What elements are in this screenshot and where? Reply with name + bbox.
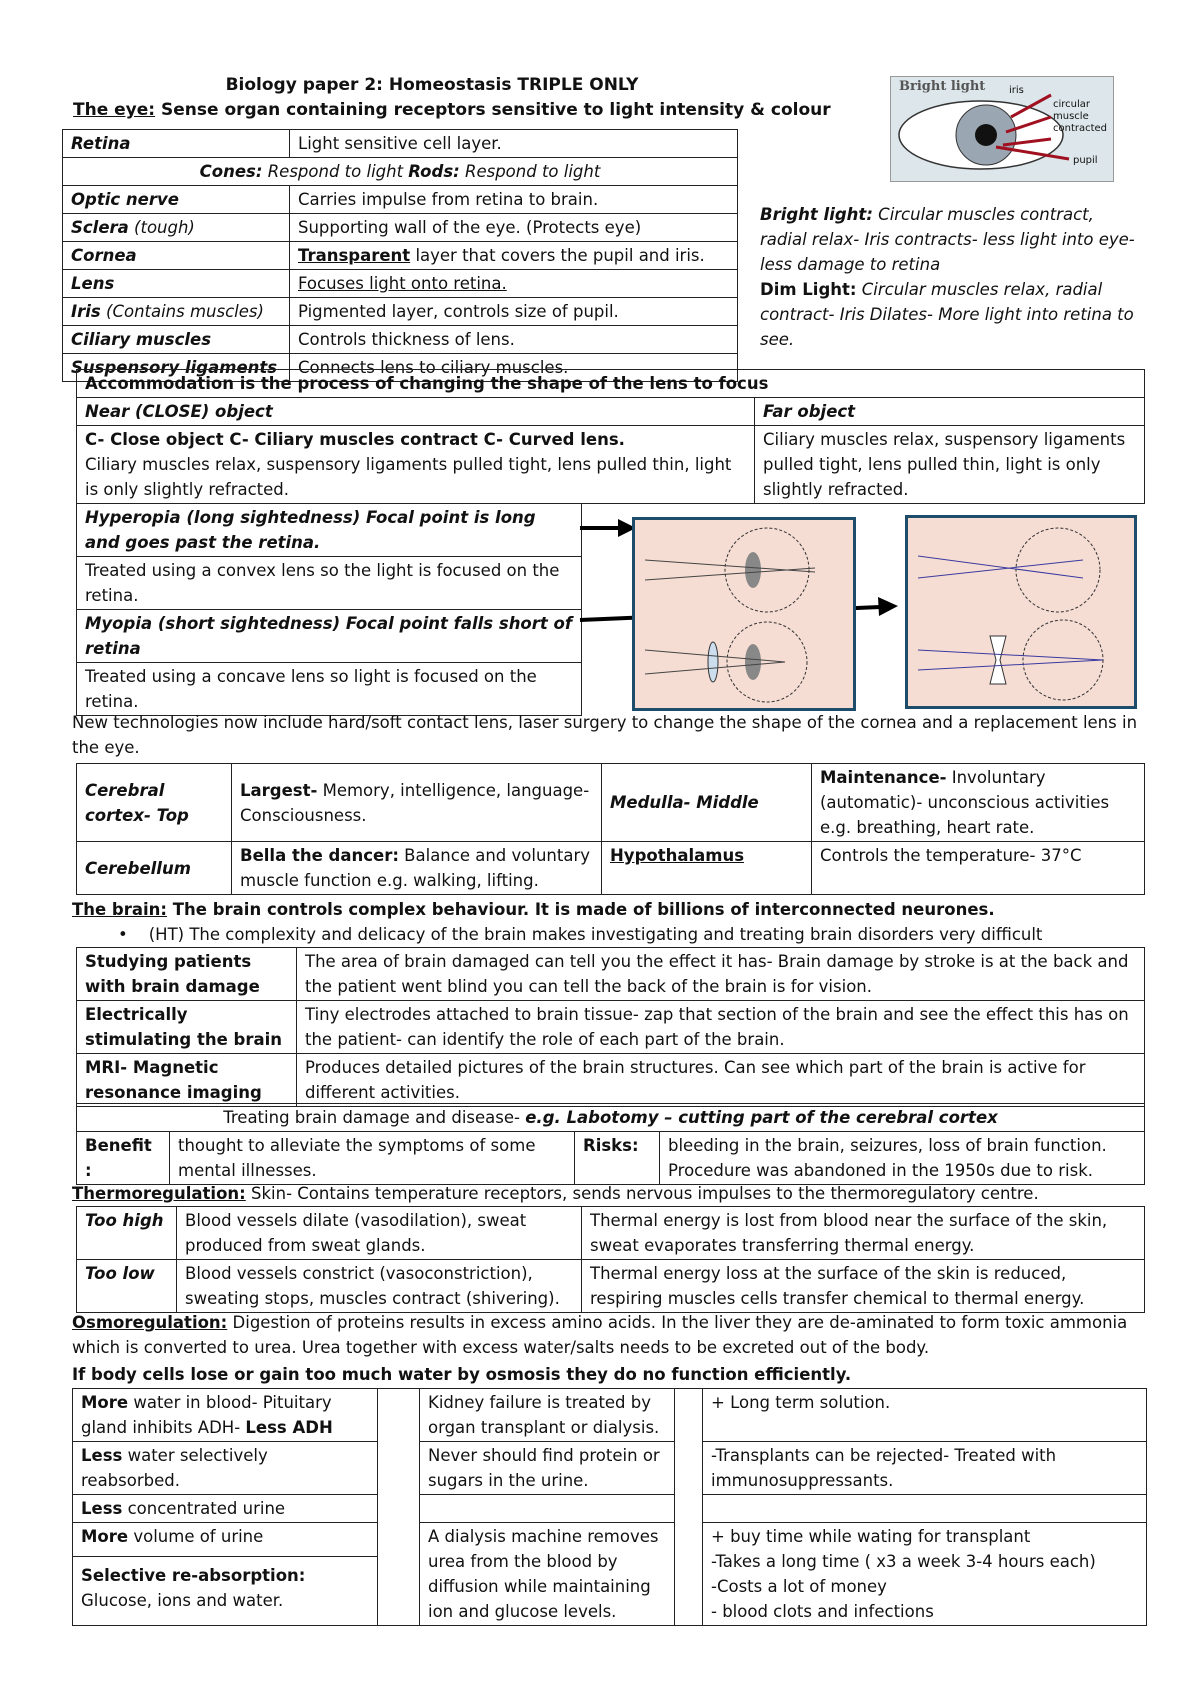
kidney-text: water in blood- Pituitary gland inhibits ADH- xyxy=(81,1393,332,1437)
brain-heading-label: The brain: xyxy=(72,900,168,919)
kidney-cell xyxy=(703,1523,1147,1626)
kidney-cell xyxy=(703,1495,1147,1523)
near-bold: C- Close object C- Ciliary muscles contract C- Curved lens. xyxy=(85,430,625,449)
table-row xyxy=(63,158,738,186)
table-row xyxy=(63,130,738,158)
table-row xyxy=(63,242,738,270)
osmo-paragraph xyxy=(72,1310,1147,1360)
table-row xyxy=(77,1054,1145,1107)
kidney-cell xyxy=(420,1495,675,1523)
dim-light-label: Dim Light: xyxy=(760,280,857,299)
table-row xyxy=(73,1495,1147,1523)
part-extra: (Contains muscles) xyxy=(100,302,264,321)
table-row xyxy=(63,270,738,298)
eye-heading xyxy=(73,98,831,123)
iris-diagram xyxy=(890,76,1114,182)
kidney-bold: Less xyxy=(81,1499,123,1518)
table-row xyxy=(77,948,1145,1001)
kidney-bold: Less xyxy=(81,1446,123,1465)
largest-label: Largest- xyxy=(240,780,318,800)
method-name: Electrically stimulating the brain xyxy=(77,1001,297,1054)
risks-label: Risks: xyxy=(575,1132,660,1185)
part-desc-text: layer that covers the pupil and iris. xyxy=(410,246,705,265)
part-desc: Carries impulse from retina to brain. xyxy=(290,186,738,214)
brain-heading xyxy=(72,897,995,922)
far-heading: Far object xyxy=(755,398,1145,426)
part-name xyxy=(63,214,290,242)
kidney-spacer xyxy=(675,1389,703,1626)
brain-heading-text: The brain controls complex behaviour. It is made of billions of interconnected neurones. xyxy=(167,900,995,919)
largest-text: Memory, intelligence, language- Consciousness. xyxy=(240,780,590,825)
kidney-text: volume of urine xyxy=(128,1527,264,1546)
part-name: Suspensory ligaments xyxy=(63,354,290,382)
dim-light-text: Circular muscles relax, radial contract- Iris Dilates- More light into retina to see. xyxy=(760,280,1134,349)
table-row xyxy=(77,610,582,663)
maint-label: Maintenance- xyxy=(820,768,947,787)
thermo-response: Blood vessels constrict (vasoconstriction), sweating stops, muscles contract (shivering). xyxy=(177,1260,582,1313)
brain-bullet-text: (HT) The complexity and delicacy of the brain makes investigating and treating brain disorders very difficult xyxy=(148,925,1043,944)
bella-text: Balance and voluntary muscle function e.g. walking, lifting. xyxy=(240,846,591,890)
maint-text: Involuntary (automatic)- unconscious activities e.g. breathing, heart rate. xyxy=(820,768,1110,837)
muscle-label: circular muscle contracted xyxy=(1053,99,1108,134)
eye-heading-text: Sense organ containing receptors sensitive to light intensity & colour xyxy=(155,100,831,120)
cones-rods-row xyxy=(63,158,738,186)
kidney-cell: Kidney failure is treated by organ transplant or dialysis. xyxy=(420,1389,675,1442)
medulla: Medulla- Middle xyxy=(602,764,812,842)
method-desc: The area of brain damaged can tell you the effect it has- Brain damage by stroke is at the back and the patient went blind you can tell the back of the brain is for vision. xyxy=(297,948,1145,1001)
kidney-line: -Costs a lot of money xyxy=(711,1577,887,1596)
table-row xyxy=(77,1104,1145,1132)
far-cell: Ciliary muscles relax, suspensory ligaments pulled tight, lens pulled thin, light is only slightly refracted. xyxy=(755,426,1145,504)
myopia-diagram xyxy=(905,515,1137,709)
part-name: Retina xyxy=(63,130,290,158)
accommodation-table xyxy=(76,369,1145,504)
table-row xyxy=(77,426,1145,504)
bella-label: Bella the dancer: xyxy=(240,846,399,865)
kidney-line: + buy time while wating for transplant xyxy=(711,1527,1031,1546)
kidney-text: concentrated urine xyxy=(122,1499,286,1518)
maintenance-cell xyxy=(812,764,1145,842)
risks-text: bleeding in the brain, seizures, loss of brain function. Procedure was abandoned in the 1950s due to risk. xyxy=(660,1132,1145,1185)
kidney-cell: A dialysis machine removes urea from the blood by diffusion while maintaining ion and glucose levels. xyxy=(420,1523,675,1626)
iris-label: iris xyxy=(1009,85,1024,96)
hyperopia-cell: Hyperopia (long sightedness) Focal point is long and goes past the retina. xyxy=(77,504,582,557)
eye-parts-table xyxy=(62,129,738,382)
treating-text: Treating brain damage and disease- xyxy=(223,1108,526,1127)
part-desc: Light sensitive cell layer. xyxy=(290,130,738,158)
treating-table xyxy=(76,1103,1145,1185)
part-name: Lens xyxy=(63,270,290,298)
brain-methods-table xyxy=(76,947,1145,1107)
myopia-treatment: Treated using a concave lens so light is focused on the retina. xyxy=(77,663,582,716)
table-row xyxy=(77,842,1145,895)
table-row xyxy=(77,398,1145,426)
part-desc: Controls thickness of lens. xyxy=(290,326,738,354)
bullet-icon: • xyxy=(118,925,128,944)
table-row xyxy=(77,1132,1145,1185)
page-title: Biology paper 2: Homeostasis TRIPLE ONLY xyxy=(225,75,639,95)
thermo-label-cell: Too low xyxy=(77,1260,177,1313)
part-desc xyxy=(290,242,738,270)
thermo-label: Thermoregulation: xyxy=(72,1184,246,1203)
kidney-cell: -Transplants can be rejected- Treated with immunosuppressants. xyxy=(703,1442,1147,1495)
kidney-cell xyxy=(73,1442,378,1495)
method-desc: Produces detailed pictures of the brain structures. Can see which part of the brain is active for different activities. xyxy=(297,1054,1145,1107)
hypothalamus: Hypothalamus xyxy=(602,842,812,895)
part-name: Cornea xyxy=(63,242,290,270)
cones-text: Respond to light xyxy=(262,162,409,181)
part-extra: (tough) xyxy=(128,218,195,237)
table-row xyxy=(63,298,738,326)
largest-cell xyxy=(232,764,602,842)
eye-diagram-icon xyxy=(908,518,1134,706)
kidney-text: water selectively reabsorbed. xyxy=(81,1446,268,1490)
table-row xyxy=(73,1389,1147,1442)
cerebral-cortex: Cerebral cortex- Top xyxy=(77,764,232,842)
part-name: Optic nerve xyxy=(63,186,290,214)
kidney-bold: More xyxy=(81,1393,129,1412)
myopia-cell: Myopia (short sightedness) Focal point falls short of retina xyxy=(77,610,582,663)
part-label: Iris xyxy=(71,302,101,321)
rods-label: Rods: xyxy=(408,162,460,181)
table-row xyxy=(77,663,582,716)
new-tech-text: New technologies now include hard/soft contact lens, laser surgery to change the shape of the cornea and a replacement lens in the eye. xyxy=(72,713,1138,757)
part-desc-bold: Transparent xyxy=(298,246,411,265)
accommodation-heading: Accommodation is the process of changing the shape of the lens to focus xyxy=(77,370,1145,398)
table-row xyxy=(63,214,738,242)
table-row xyxy=(73,1442,1147,1495)
thermo-text: Skin- Contains temperature receptors, sends nervous impulses to the thermoregulatory centre. xyxy=(245,1184,1039,1203)
table-row xyxy=(77,370,1145,398)
benefit-text: thought to alleviate the symptoms of some mental illnesses. xyxy=(170,1132,575,1185)
part-name: Ciliary muscles xyxy=(63,326,290,354)
rods-text: Respond to light xyxy=(459,162,601,181)
hyperopia-treatment: Treated using a convex lens so the light is focused on the retina. xyxy=(77,557,582,610)
cerebellum: Cerebellum xyxy=(77,842,232,895)
hyperopia-diagram xyxy=(632,517,856,711)
kidney-cell xyxy=(73,1389,378,1442)
kidney-cell: Never should find protein or sugars in the urine. xyxy=(420,1442,675,1495)
thermo-effect: Thermal energy is lost from blood near the surface of the skin, sweat evaporates transferring thermal energy. xyxy=(582,1207,1145,1260)
part-desc: Pigmented layer, controls size of pupil. xyxy=(290,298,738,326)
kidney-text: Glucose, ions and water. xyxy=(81,1590,284,1610)
near-heading: Near (CLOSE) object xyxy=(77,398,755,426)
part-name xyxy=(63,298,290,326)
part-desc: Supporting wall of the eye. (Protects eye) xyxy=(290,214,738,242)
bella-cell xyxy=(232,842,602,895)
brain-bullet xyxy=(118,922,1042,947)
treating-row xyxy=(77,1104,1145,1132)
osmo-label: Osmoregulation: xyxy=(72,1313,228,1332)
method-desc: Tiny electrodes attached to brain tissue- zap that section of the brain and see the effect this has on the patient- can identify the role of each part of the brain. xyxy=(297,1001,1145,1054)
near-cell xyxy=(77,426,755,504)
sight-defects-table xyxy=(76,503,582,716)
cones-label: Cones: xyxy=(199,162,263,181)
kidney-cell xyxy=(73,1556,378,1625)
kidney-bold: Selective re-absorption: xyxy=(81,1565,306,1585)
method-name: Studying patients with brain damage xyxy=(77,948,297,1001)
table-row xyxy=(77,557,582,610)
table-row xyxy=(77,764,1145,842)
iris-image-title: Bright light xyxy=(899,79,986,94)
osmo-bold: If body cells lose or gain too much water by osmosis they do no function efficiently. xyxy=(72,1365,852,1384)
kidney-cell xyxy=(73,1495,378,1523)
kidney-bold: More xyxy=(81,1527,129,1546)
kidney-spacer xyxy=(378,1389,420,1626)
eye-diagram-icon xyxy=(635,520,853,708)
benefit-label: Benefit : xyxy=(77,1132,170,1185)
table-row xyxy=(77,1001,1145,1054)
table-row xyxy=(63,326,738,354)
eye-heading-label: The eye: xyxy=(73,100,156,120)
pupil-label: pupil xyxy=(1073,155,1098,166)
kidney-table xyxy=(72,1388,1147,1626)
part-label: Sclera xyxy=(71,218,129,237)
bright-light-label: Bright light: xyxy=(760,205,873,224)
brain-parts-table xyxy=(76,763,1145,895)
kidney-bold: Less ADH xyxy=(245,1418,333,1437)
part-desc: Connects lens to ciliary muscles. xyxy=(290,354,738,382)
table-row xyxy=(77,504,582,557)
table-row xyxy=(77,1207,1145,1260)
thermo-heading xyxy=(72,1181,1039,1206)
thermo-response: Blood vessels dilate (vasodilation), sweat produced from sweat glands. xyxy=(177,1207,582,1260)
hypothalamus-desc: Controls the temperature- 37°C xyxy=(812,842,1145,895)
table-row xyxy=(63,186,738,214)
light-notes xyxy=(760,202,1140,352)
thermo-table xyxy=(76,1206,1145,1313)
part-desc: Focuses light onto retina. xyxy=(290,270,738,298)
kidney-line: - blood clots and infections xyxy=(711,1602,934,1621)
thermo-effect: Thermal energy loss at the surface of the skin is reduced, respiring muscles cells transfer chemical to thermal energy. xyxy=(582,1260,1145,1313)
thermo-label-cell: Too high xyxy=(77,1207,177,1260)
table-row xyxy=(73,1523,1147,1557)
method-name: MRI- Magnetic resonance imaging xyxy=(77,1054,297,1107)
kidney-cell xyxy=(73,1523,378,1557)
osmo-text: Digestion of proteins results in excess amino acids. In the liver they are de-aminated to form toxic ammonia which is converted to urea. Urea together with excess water/salts needs to be excreted out of the body. xyxy=(72,1313,1128,1357)
near-text: Ciliary muscles relax, suspensory ligaments pulled tight, lens pulled thin, light is only slightly refracted. xyxy=(85,455,732,499)
table-row xyxy=(77,1260,1145,1313)
bright-light-text: Circular muscles contract, radial relax- Iris contracts- less light into eye- less damage to retina xyxy=(760,205,1135,274)
treating-bold: e.g. Labotomy – cutting part of the cerebral cortex xyxy=(525,1108,998,1127)
kidney-line: -Takes a long time ( x3 a week 3-4 hours each) xyxy=(711,1552,1096,1571)
kidney-cell: + Long term solution. xyxy=(703,1389,1147,1442)
